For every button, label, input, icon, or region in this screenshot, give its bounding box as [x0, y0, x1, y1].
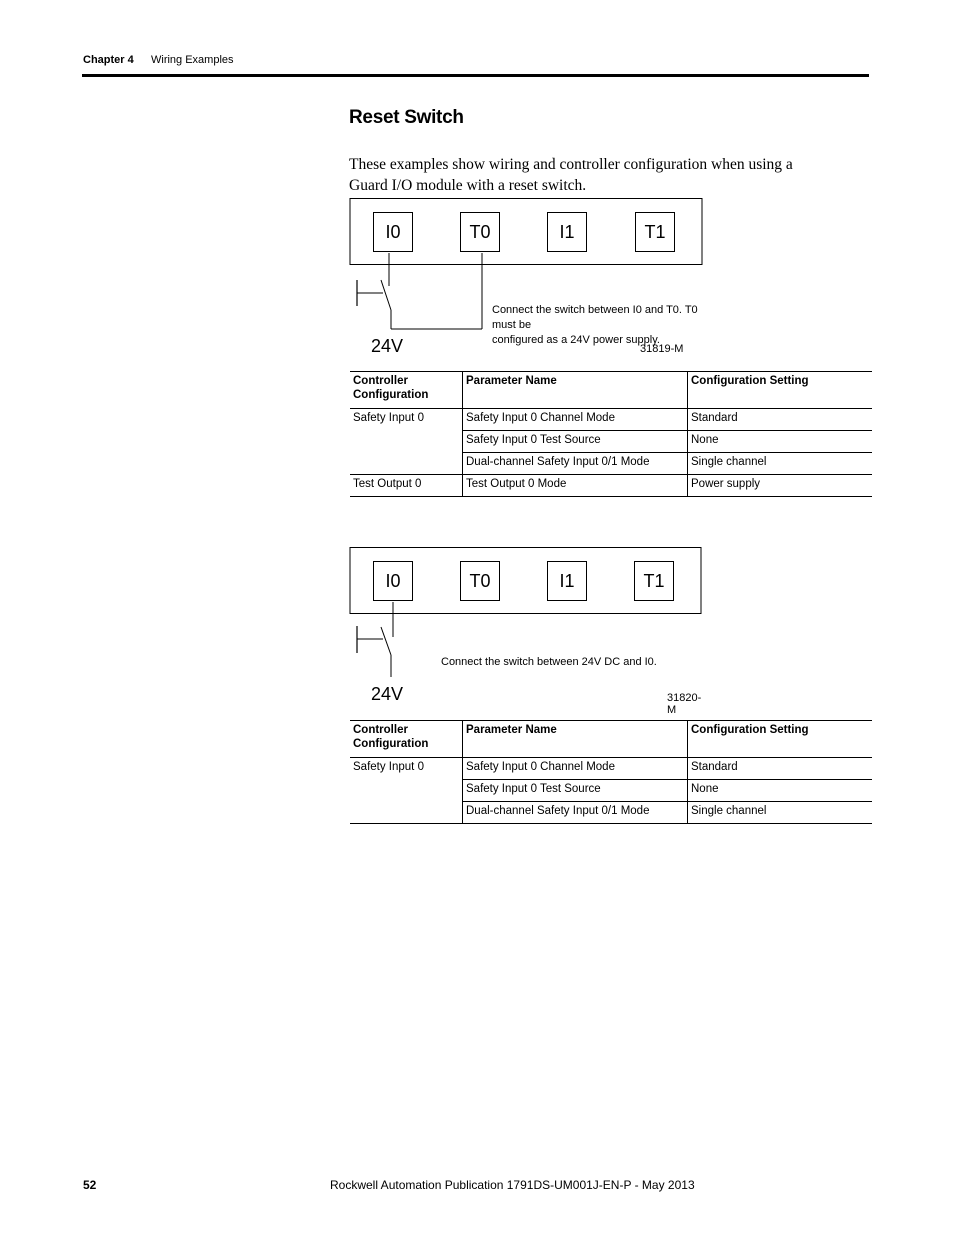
- terminal-t0: T0: [460, 561, 500, 601]
- terminal-i0: I0: [373, 212, 413, 252]
- voltage-label: 24V: [371, 336, 404, 356]
- wiring-diagram-1: [349, 198, 709, 363]
- param-cell: Safety Input 0 Test Source: [463, 780, 688, 802]
- header-configuration-setting: Configuration Setting: [688, 721, 873, 758]
- header-text-line-1: Controller: [353, 724, 408, 736]
- group-cell: Test Output 0: [350, 475, 463, 497]
- table-row: [350, 409, 872, 431]
- intro-paragraph: These examples show wiring and controller configuration when using a Guard I/O module with a reset switch.: [349, 156, 793, 194]
- header-controller-configuration: [350, 372, 463, 409]
- group-cell: Safety Input 0: [350, 409, 463, 475]
- header-title: Wiring Examples: [151, 54, 234, 66]
- publication-info: Rockwell Automation Publication 1791DS-UM001J-EN-P - May 2013: [330, 1178, 695, 1192]
- terminal-t1: T1: [635, 212, 675, 252]
- terminal-t1: T1: [634, 561, 674, 601]
- param-cell: Dual-channel Safety Input 0/1 Mode: [463, 453, 688, 475]
- setting-cell: Standard: [688, 409, 873, 431]
- setting-cell: Single channel: [688, 802, 873, 824]
- header-parameter-name: Parameter Name: [463, 372, 688, 409]
- param-cell: Safety Input 0 Test Source: [463, 431, 688, 453]
- figure-id: 31820-M: [667, 692, 702, 716]
- table-row: [350, 758, 872, 780]
- setting-cell: None: [688, 780, 873, 802]
- header-configuration-setting: Configuration Setting: [688, 372, 873, 409]
- diagram-note-line-2: configured as a 24V power supply.: [492, 334, 660, 346]
- section-title: Reset Switch: [349, 107, 464, 128]
- group-cell: Safety Input 0: [350, 758, 463, 824]
- header-text-line-2: Configuration: [353, 738, 429, 750]
- config-table-1: [350, 371, 872, 497]
- terminal-i1: I1: [547, 561, 587, 601]
- terminal-t0: T0: [460, 212, 500, 252]
- setting-cell: Single channel: [688, 453, 873, 475]
- header-controller-configuration: [350, 721, 463, 758]
- diagram-note-line-1: Connect the switch between I0 and T0. T0 must be: [492, 304, 698, 331]
- terminal-i0: I0: [373, 561, 413, 601]
- table-row: [350, 475, 872, 497]
- param-cell: Safety Input 0 Channel Mode: [463, 409, 688, 431]
- page-number: 52: [83, 1178, 97, 1192]
- setting-cell: None: [688, 431, 873, 453]
- diagram-note: Connect the switch between 24V DC and I0.: [441, 656, 657, 668]
- wiring-diagram-2: [349, 547, 709, 716]
- terminal-i1: I1: [547, 212, 587, 252]
- header-text-line-1: Controller: [353, 375, 408, 387]
- diagram-note: [492, 303, 722, 348]
- voltage-label: 24V: [371, 684, 404, 704]
- setting-cell: Power supply: [688, 475, 873, 497]
- param-cell: Test Output 0 Mode: [463, 475, 688, 497]
- header-text-line-2: Configuration: [353, 389, 429, 401]
- figure-id: 31819-M: [640, 343, 684, 355]
- table-header-row: [350, 372, 872, 409]
- header-parameter-name: Parameter Name: [463, 721, 688, 758]
- header-rule: [82, 74, 869, 77]
- header-chapter: Chapter 4: [83, 54, 134, 66]
- param-cell: Safety Input 0 Channel Mode: [463, 758, 688, 780]
- config-table-2: [350, 720, 872, 824]
- setting-cell: Standard: [688, 758, 873, 780]
- param-cell: Dual-channel Safety Input 0/1 Mode: [463, 802, 688, 824]
- table-header-row: [350, 721, 872, 758]
